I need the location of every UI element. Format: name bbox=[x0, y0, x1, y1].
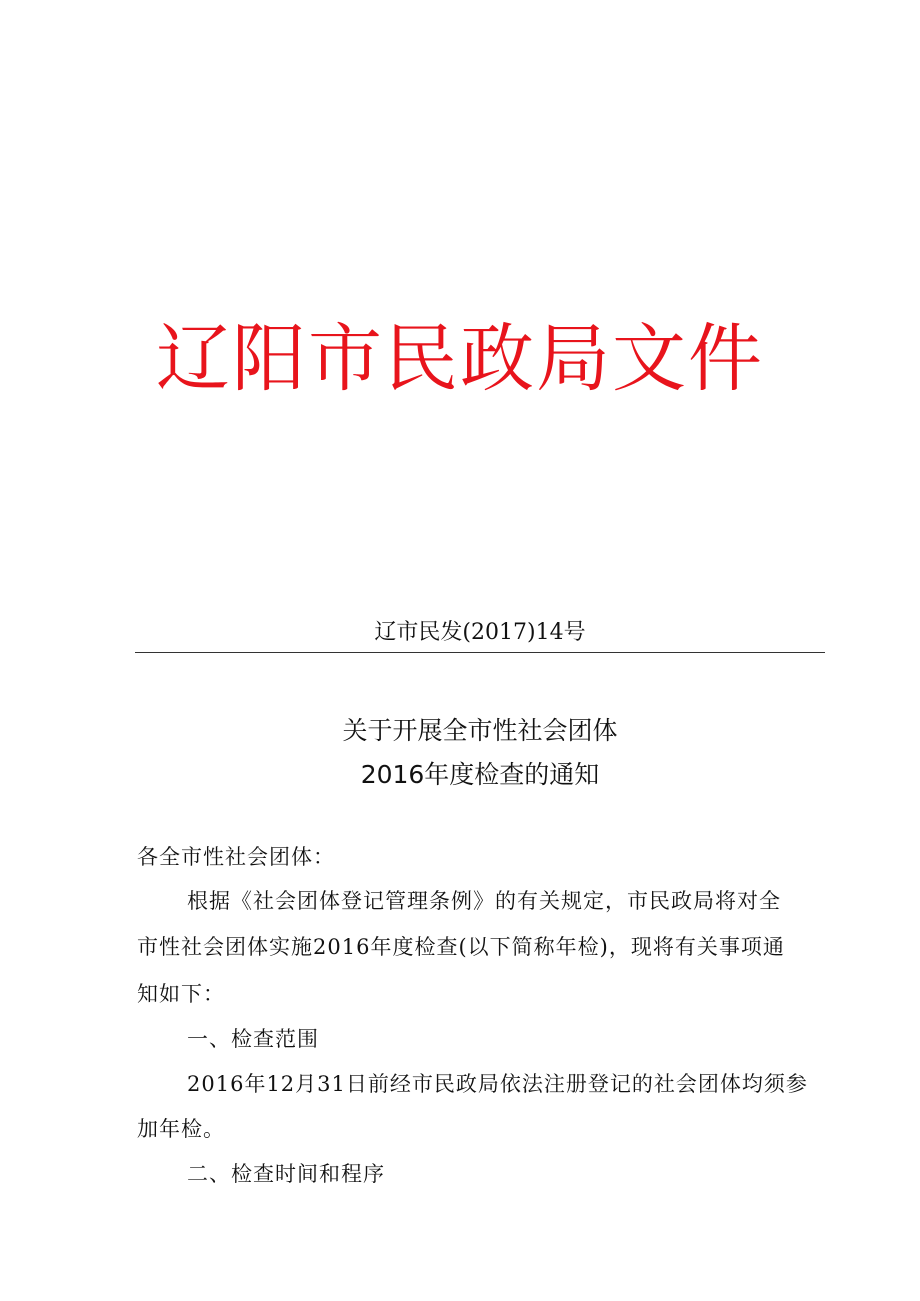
paragraph-1-line-3: 知如下： bbox=[137, 982, 225, 1006]
header-divider bbox=[135, 652, 825, 653]
paragraph-1-line-1: 根据《社会团体登记管理条例》的有关规定，市民政局将对全 bbox=[187, 889, 781, 913]
paragraph-1-line-2: 市性社会团体实施2016年度检查(以下简称年检)，现将有关事项通 bbox=[137, 935, 785, 959]
document-number: 辽市民发(2017)14号 bbox=[374, 620, 586, 645]
section-1-heading: 一、检查范围 bbox=[187, 1027, 319, 1051]
issuer-header: 辽阳市民政局文件 bbox=[156, 316, 764, 402]
document-title-line-2: 2016年度检查的通知 bbox=[360, 760, 600, 789]
section-1-paragraph-line-2: 加年检。 bbox=[137, 1117, 225, 1141]
section-2-heading: 二、检查时间和程序 bbox=[187, 1162, 385, 1186]
section-1-paragraph-line-1: 2016年12月31日前经市民政局依法注册登记的社会团体均须参 bbox=[187, 1072, 808, 1096]
addressee: 各全市性社会团体： bbox=[137, 845, 335, 869]
document-title-line-1: 关于开展全市性社会团体 bbox=[342, 716, 618, 745]
